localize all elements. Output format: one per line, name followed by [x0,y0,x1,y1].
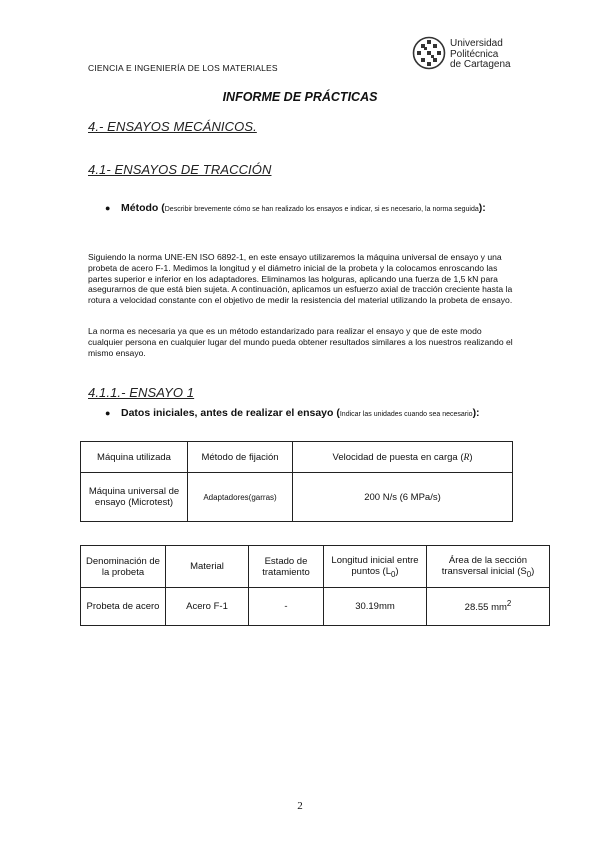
method-paragraph: Siguiendo la norma UNE-EN ISO 6892-1, en este ensayo utilizaremos la máquina universal de ensayo y una probeta de acero F-1. Medimos la longitud y el diámetro inicial de la probeta y la colocamos enroscando las partes superior e inferior en los adaptadores. Eliminamos las holguras, aplicando una fuerza de 1,5 kN para asegurarnos de que está bien sujeta. A continuación, aplicamos un esfuerzo axial de tracción creciente hasta la rotura a velocidad constante con el objetivo de medir la resistencia del material utilizando la probeta de ensayo. [88,252,513,306]
table-header-row [81,442,513,473]
table-header-row [81,546,550,588]
table-row [81,473,513,522]
specimen-table [80,545,550,626]
standard-paragraph: La norma es necesaria ya que es un método estandarizado para realizar el ensayo y que de este modo cualquier persona en cualquier lugar del mundo pueda obtener resultados similares a los nuestros realizando el mismo ensayo. [88,326,513,358]
document-page: Universidad Politécnica de Cartagena CIENCIA E INGENIERÍA DE LOS MATERIALES INFORME DE PRÁCTICAS 4.- ENSAYOS MECÁNICOS. 4.1- ENSAYOS DE TRACCIÓN ● Método (Describir brevemente cómo se han realizado los ensayos e indicar, si es necesario, la norma seguida): Siguiendo la norma UNE-EN ISO 6892-1, en este ensayo utilizaremos la máquina universal de ensayo y una probeta de acero F-1. Medimos la longitud y el diámetro inicial de la probeta y la colocamos enroscando las partes superior e inferior en los adaptadores. Eliminamos las holguras, aplicando una fuerza de 1,5 kN para asegurarnos de que está bien sujeta. A continuación, aplicamos un esfuerzo axial de tracción creciente hasta la rotura a velocidad constante con el objetivo de medir la resistencia del material utilizando la probeta de ensayo. La norma es necesaria ya que es un método estandarizado para realizar el ensayo y que de este modo cualquier persona en cualquier lugar del mundo pueda obtener resultados similares a los nuestros realizando el mismo ensayo. 4.1.1.- ENSAYO 1 ● Datos iniciales, antes de realizar el ensayo (Indicar las unidades cuando sea necesario): Máquina utilizada Método de fijación Velocidad de puesta en carga (R) Máquina universal de ensayo (Microtest) Adaptadores(garras) 200 N/s (6 MPa/s) Denominación de la probeta Material Estado de tratamiento Longitud inicial entre puntos $(L_0)$ Área de la sección transversal inicial $(S_0)$ Probeta de acero Acero F-1 - 30.19mm 28.55 $mm^2$ 2 [0,0,600,848]
header-specimen: Denominación de la probeta [81,546,166,588]
header-length: Longitud inicial entre puntos $(L_0)$ [324,546,427,588]
machine-table [80,441,513,522]
section-heading-test1: 4.1.1.- ENSAYO 1 [88,385,195,400]
cell-material: Acero F-1 [166,588,249,626]
table-row [81,588,550,626]
cell-area: 28.55 $mm^2$ [427,588,550,626]
cell-speed: 200 N/s (6 MPa/s) [293,473,513,522]
university-name: Universidad Politécnica de Cartagena [450,38,511,70]
header-area: Área de la sección transversal inicial $(S_0)$ [427,546,550,588]
university-logo [412,36,532,74]
initial-data-hint: Indicar las unidades cuando sea necesario [339,411,473,418]
cell-treatment: - [249,588,324,626]
report-title: INFORME DE PRÁCTICAS [222,90,378,104]
cell-machine: Máquina universal de ensayo (Microtest) [81,473,188,522]
header-material: Material [166,546,249,588]
bullet-dot-icon: ● [105,203,111,213]
header-machine: Máquina utilizada [81,442,188,473]
bullet-dot-icon: ● [105,408,111,418]
page-number: 2 [297,800,303,812]
header-speed: Velocidad de puesta en carga (R) [293,442,513,473]
upct-emblem-icon [412,36,446,70]
header-treatment: Estado de tratamiento [249,546,324,588]
header-fixation: Método de fijación [188,442,293,473]
cell-length: 30.19mm [324,588,427,626]
cell-fixation: Adaptadores(garras) [188,473,293,522]
cell-specimen: Probeta de acero [81,588,166,626]
course-title: CIENCIA E INGENIERÍA DE LOS MATERIALES [88,63,278,73]
section-heading-tensile: 4.1- ENSAYOS DE TRACCIÓN [88,162,272,177]
section-heading-mechanical: 4.- ENSAYOS MECÁNICOS. [88,119,257,134]
method-hint: Describir brevemente cómo se han realizado los ensayos e indicar, si es necesario, la norma seguida [164,206,479,213]
